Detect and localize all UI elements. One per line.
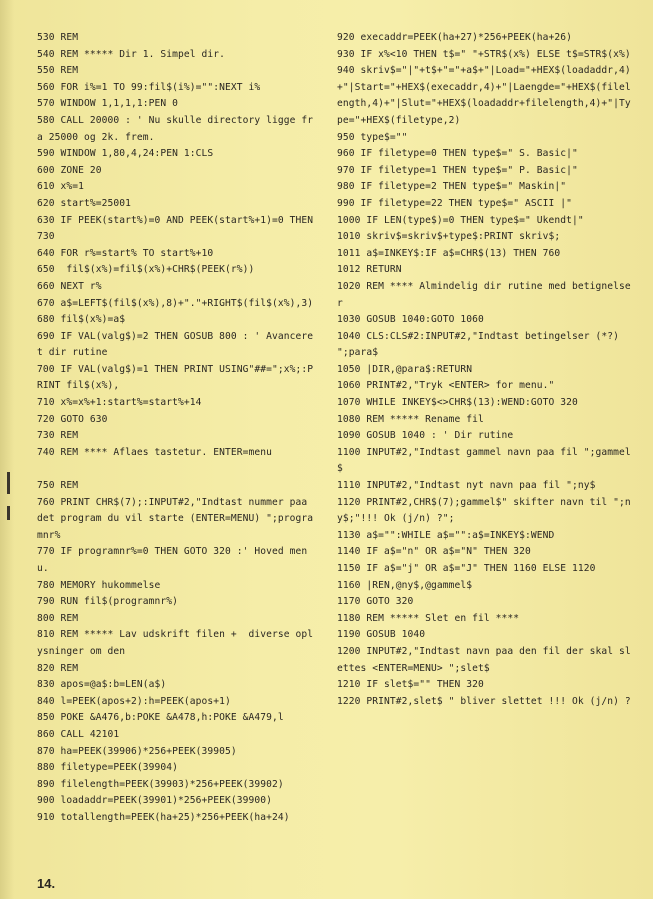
code-line: 760 PRINT CHR$(7);:INPUT#2,"Indtast nummer paa det program du vil starte (ENTER=MENU) ";programnr% [37, 496, 314, 541]
binder-mark [7, 472, 10, 494]
code-line: 1100 INPUT#2,"Indtast gammel navn paa fil ";gammel$ [337, 446, 631, 475]
code-line: 1011 a$=INKEY$:IF a$=CHR$(13) THEN 760 [337, 247, 561, 259]
code-line: 1050 |DIR,@para$:RETURN [337, 363, 473, 375]
code-line: 770 IF programnr%=0 THEN GOTO 320 :' Hoved menu. [37, 546, 308, 574]
code-line: 1140 IF a$="n" OR a$="N" THEN 320 [337, 546, 531, 558]
code-line: 780 MEMORY hukommelse [37, 579, 161, 591]
code-line: 1180 REM ***** Slet en fil **** [337, 612, 520, 624]
code-line: 1090 GOSUB 1040 : ' Dir rutine [337, 430, 514, 442]
code-line: 920 execaddr=PEEK(ha+27)*256+PEEK(ha+26) [337, 32, 573, 43]
code-line: 680 fil$(x%)=a$ [37, 314, 126, 326]
code-line: 1150 IF a$="j" OR a$="J" THEN 1160 ELSE 1120 [337, 563, 596, 574]
code-line: 1070 WHILE INKEY$<>CHR$(13):WEND:GOTO 320 [337, 397, 578, 409]
code-line: 1030 GOSUB 1040:GOTO 1060 [337, 314, 484, 326]
code-line: 610 x%=1 [37, 181, 85, 193]
code-line: 1040 CLS:CLS#2:INPUT#2,"Indtast betingelser (*?) ";para$ [337, 330, 625, 359]
code-line: 1200 INPUT#2,"Indtast navn paa den fil der skal slettes <ENTER=MENU> ";slet$ [337, 645, 631, 674]
code-line: 590 WINDOW 1,80,4,24:PEN 1:CLS [37, 148, 214, 160]
code-line: 1220 PRINT#2,slet$ " bliver slettet !!! Ok (j/n) ? [337, 695, 631, 707]
listing-left-column [37, 30, 319, 827]
code-line: 600 ZONE 20 [37, 164, 102, 176]
code-line: 820 REM [37, 662, 79, 674]
code-line: 1000 IF LEN(type$)=0 THEN type$=" Ukendt|" [337, 214, 584, 226]
code-line: 550 REM [37, 65, 79, 77]
code-line: 690 IF VAL(valg$)=2 THEN GOSUB 800 : ' Avanceret dir rutine [37, 330, 314, 359]
code-line: 1012 RETURN [337, 264, 402, 276]
code-line: 580 CALL 20000 : ' Nu skulle directory ligge fra 25000 og 2k. frem. [37, 114, 314, 143]
code-line [37, 461, 319, 478]
code-line: 990 IF filetype=22 THEN type$=" ASCII |" [337, 197, 573, 209]
code-line: 640 FOR r%=start% TO start%+10 [37, 247, 214, 259]
code-line: 1160 |REN,@ny$,@gammel$ [337, 579, 473, 591]
code-line: 1060 PRINT#2,"Tryk <ENTER> for menu." [337, 380, 555, 392]
code-line: 620 start%=25001 [37, 197, 132, 209]
code-line: 1130 a$="":WHILE a$="":a$=INKEY$:WEND [337, 529, 555, 541]
code-line: 650 fil$(x%)=fil$(x%)+CHR$(PEEK(r%)) [37, 264, 255, 276]
code-line: 930 IF x%<10 THEN t$=" "+STR$(x%) ELSE t$=STR$(x%) [337, 48, 631, 60]
code-line: 880 filetype=PEEK(39904) [37, 762, 179, 774]
page-number: 14. [37, 876, 56, 891]
code-line: 1110 INPUT#2,"Indtast nyt navn paa fil ";ny$ [337, 480, 596, 492]
code-line: 730 REM [37, 430, 79, 442]
code-line: 840 l=PEEK(apos+2):h=PEEK(apos+1) [37, 695, 231, 707]
code-line: 1170 GOTO 320 [337, 596, 414, 608]
code-line: 910 totallength=PEEK(ha+25)*256+PEEK(ha+24) [37, 811, 290, 823]
code-line: 1190 GOSUB 1040 [337, 629, 426, 641]
code-line: 810 REM ***** Lav udskrift filen + diverse oplysninger om den [37, 629, 314, 657]
listing-right-column [337, 30, 633, 710]
code-line: 890 filelength=PEEK(39903)*256+PEEK(39902) [37, 778, 284, 790]
code-line: 1210 IF slet$="" THEN 320 [337, 679, 484, 691]
page-spine-shadow [0, 0, 14, 899]
binder-mark [7, 506, 10, 520]
code-line: 900 loadaddr=PEEK(39901)*256+PEEK(39900) [37, 795, 273, 807]
code-line: 870 ha=PEEK(39906)*256+PEEK(39905) [37, 745, 237, 757]
code-line: 1120 PRINT#2,CHR$(7);gammel$" skifter navn til ";ny$;"!!! Ok (j/n) ?"; [337, 496, 631, 525]
code-line: 670 a$=LEFT$(fil$(x%),8)+"."+RIGHT$(fil$(x%),3) [37, 297, 314, 309]
code-line: 750 REM [37, 480, 79, 492]
code-line: 940 skriv$="|"+t$+"="+a$+"|Load="+HEX$(loadaddr,4)+"|Start="+HEX$(execaddr,4)+"|Laengde="+HEX$(filelength,4)+"|Slut="+HEX$(loadaddr+filelength,4)+"|Type="+HEX$(filetype,2) [337, 65, 631, 126]
code-line: 1080 REM ***** Rename fil [337, 413, 484, 425]
code-line: 970 IF filetype=1 THEN type$=" P. Basic|" [337, 164, 578, 176]
code-line: 720 GOTO 630 [37, 413, 108, 425]
code-line: 960 IF filetype=0 THEN type$=" S. Basic|" [337, 148, 578, 160]
code-line: 710 x%=x%+1:start%=start%+14 [37, 397, 202, 409]
code-line: 790 RUN fil$(programnr%) [37, 596, 179, 608]
code-line: 530 REM [37, 32, 79, 43]
code-line: 660 NEXT r% [37, 280, 102, 292]
code-line: 860 CALL 42101 [37, 728, 120, 740]
code-line: 560 FOR i%=1 TO 99:fil$(i%)="":NEXT i% [37, 81, 261, 93]
code-line: 740 REM **** Aflaes tastetur. ENTER=menu [37, 446, 273, 458]
code-line: 1010 skriv$=skriv$+type$:PRINT skriv$; [337, 231, 561, 243]
code-line: 830 apos=@a$:b=LEN(a$) [37, 679, 167, 691]
code-line: 950 type$="" [337, 131, 408, 143]
code-line: 570 WINDOW 1,1,1,1:PEN 0 [37, 98, 179, 110]
code-line: 800 REM [37, 612, 79, 624]
code-line: 1020 REM **** Almindelig dir rutine med betignelser [337, 280, 631, 309]
code-line: 540 REM ***** Dir 1. Simpel dir. [37, 48, 226, 60]
code-line: 850 POKE &A476,b:POKE &A478,h:POKE &A479,l [37, 712, 284, 724]
code-line: 700 IF VAL(valg$)=1 THEN PRINT USING"##=";x%;:PRINT fil$(x%), [37, 363, 314, 392]
code-line: 980 IF filetype=2 THEN type$=" Maskin|" [337, 181, 567, 193]
code-line: 630 IF PEEK(start%)=0 AND PEEK(start%+1)=0 THEN 730 [37, 214, 320, 243]
